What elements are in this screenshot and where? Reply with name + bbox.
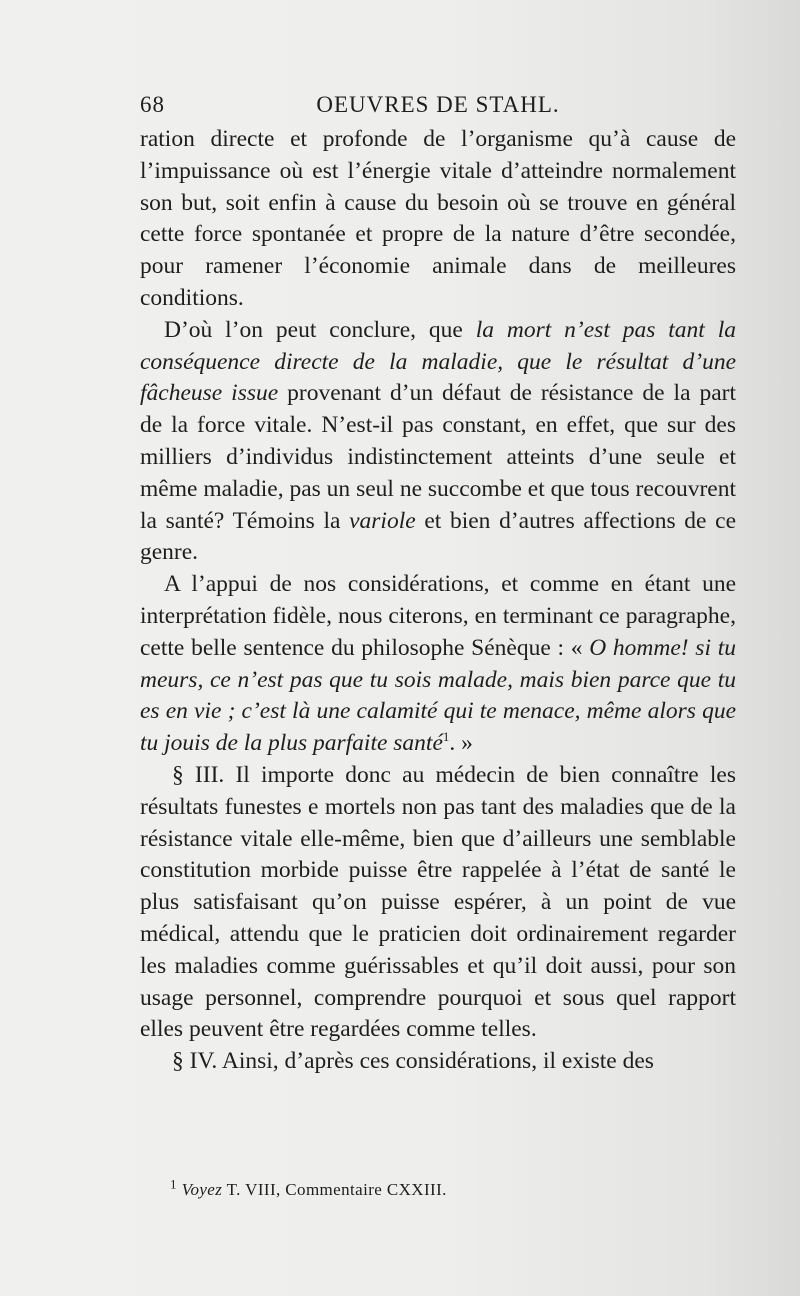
paragraph-2 — [140, 315, 736, 569]
body-text — [140, 124, 736, 1078]
paragraph-section-3 — [140, 760, 736, 1046]
paragraph-3 — [140, 569, 736, 760]
section-4-text: Ainsi, d’après ces considérations, il existe des — [217, 1048, 654, 1075]
section-3-text: Il importe donc au médecin de bien connaître les résultats funestes e mortels non pas tant des maladies que de la résistance vitale elle-même, bien que d’ailleurs une semblable constitution morbide puisse être rappelée à l’état de santé le plus satisfaisant qu’on puisse espérer, à un point de vue médical, attendu que le praticien doit ordinairement regarder les maladies comme guérissables et qu’il doit aussi, pour son usage personnel, comprendre pourquoi et sous quel rapport elles peuvent être regardées comme telles. — [140, 761, 737, 1043]
variole-italic: variole — [349, 507, 416, 534]
paragraph-2-tail: et bien d’autres affections de ce genre. — [140, 507, 736, 566]
footnote — [170, 1176, 730, 1200]
paragraph-2-italic-phrase: la mort n’est pas tant la conséquence directe de la maladie, que le résultat d’une fâcheuse issue — [140, 316, 736, 407]
paragraph-1 — [140, 124, 736, 315]
section-3-mark: § III. — [172, 761, 225, 788]
footnote-voyez: Voyez — [181, 1180, 223, 1199]
page-header — [140, 92, 736, 126]
paragraph-2-lead: D’où l’on peut conclure, que — [164, 316, 476, 343]
paragraph-2-middle: provenant d’un défaut de résistance de la part de la force vitale. N’est-il pas constant, en effet, que sur des milliers d’individus indistinctement atteints d’une seule et même maladie, pas un seul ne succombe et que tous recouvrent la santé? Témoins la — [140, 380, 736, 534]
paragraph-section-4 — [140, 1046, 736, 1078]
paragraph-1-text: ration directe et profonde de l’organisme qu’à cause de l’impuissance où est l’énergie vitale d’atteindre normalement son but, soit enfin à cause du besoin où se trouve en général cette force spontanée et propre de la nature d’être secondée, pour ramener l’économie animale dans de meilleures conditions. — [140, 126, 736, 311]
quote-close: . » — [449, 730, 473, 757]
footnote-reference: 1 — [442, 729, 450, 745]
section-4-mark: § IV. — [172, 1048, 218, 1075]
paragraph-3-lead: A l’appui de nos considérations, et comme en étant une interprétation fidèle, nous citerons, en terminant ce paragraphe, cette belle sentence du philosophe Sénèque : « — [140, 571, 736, 661]
footnote-marker: 1 — [170, 1176, 177, 1192]
page-number: 68 — [140, 92, 165, 117]
seneca-quote: O homme! si tu meurs, ce n’est pas que tu sois malade, mais bien parce que tu es en vie ; c’est là une calamité qui te menace, même alors que tu jouis de la plus parfaite santé — [140, 634, 736, 757]
footnote-text: T. VIII, Commentaire CXXIII. — [222, 1180, 447, 1199]
running-title: OEUVRES DE STAHL. — [316, 92, 560, 117]
